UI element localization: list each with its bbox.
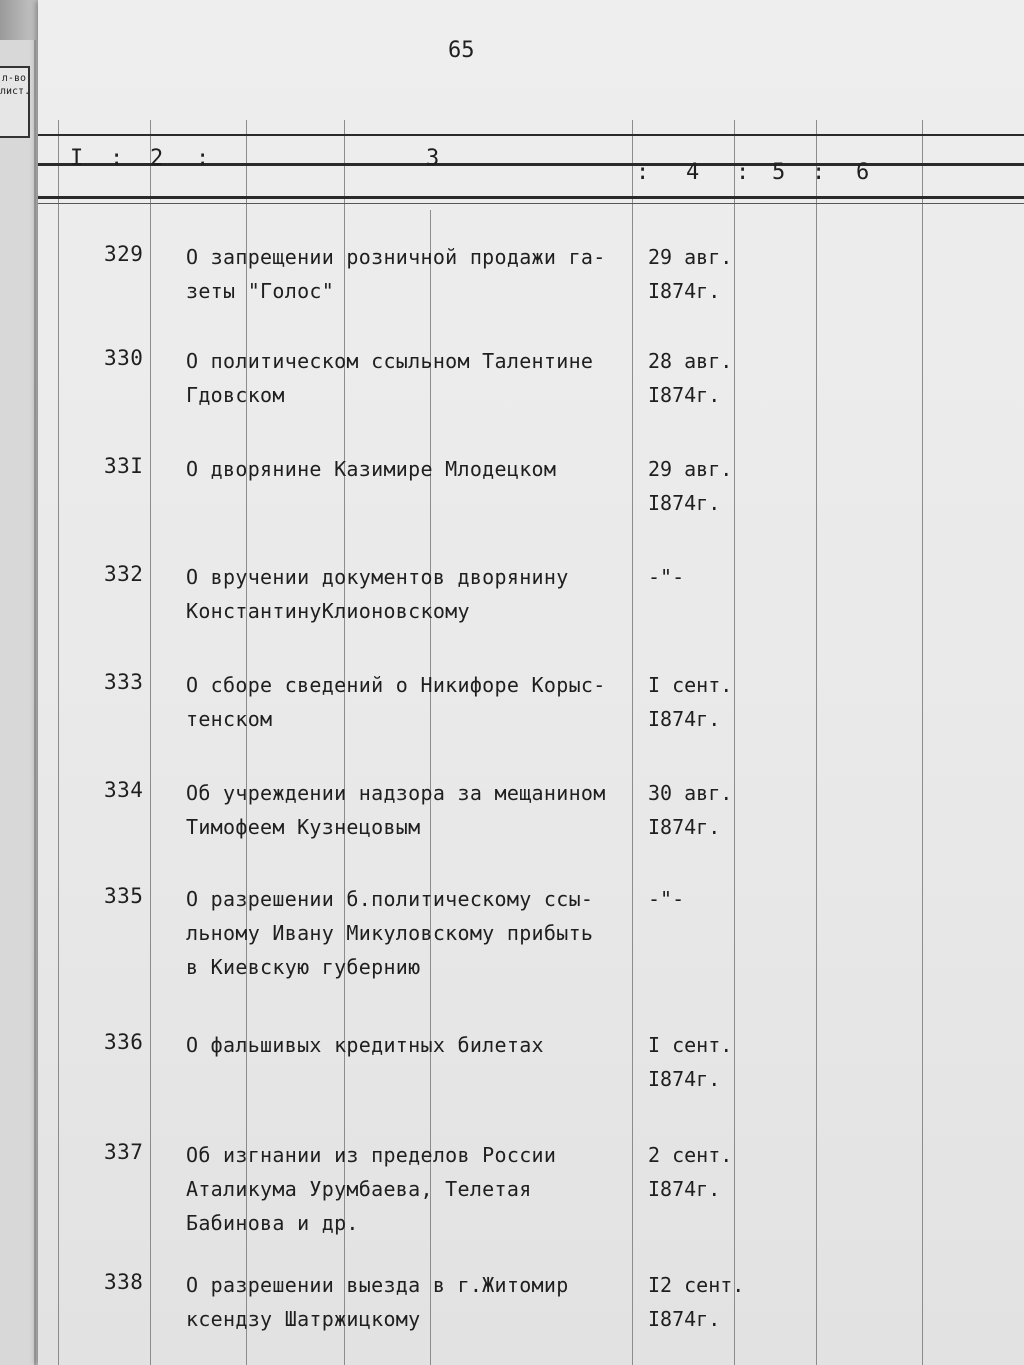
header-rule-middle (38, 163, 1024, 166)
header-separator: : (736, 160, 750, 185)
header-separator: : (196, 146, 210, 171)
entry-title: О сборе сведений о Никифоре Корыс- тенском (186, 673, 606, 731)
entry-title: Об учреждении надзора за мещанином Тимофеем Кузнецовым (186, 781, 606, 839)
page-number: 65 (448, 38, 475, 63)
margin-stamp (0, 66, 30, 138)
header-separator: : (812, 160, 826, 185)
header-separator: : (636, 160, 650, 185)
entry-date: I2 сент. I874г. (648, 1273, 745, 1331)
entry-title: О политическом ссыльном Талентине Гдовском (186, 349, 594, 407)
entry-number: 336 (104, 1030, 144, 1054)
column-rule (150, 120, 151, 1365)
entry-title: О запрещении розничной продажи га- зеты "Голос" (186, 245, 606, 303)
entry-number: 338 (104, 1270, 144, 1294)
entry-number: 337 (104, 1140, 144, 1164)
entry-number: 33I (104, 454, 144, 478)
header-col-1: I (70, 146, 84, 171)
entry-date: 28 авг. I874г. (648, 349, 733, 407)
margin-stamp-line-1: л-во (1, 73, 26, 84)
column-rule (58, 120, 59, 1365)
entry-title: Об изгнании из пределов России Аталикума Урумбаева, Телетая Бабинова и др. (186, 1143, 557, 1235)
entry-date: -"- (648, 565, 685, 589)
entry-number: 332 (104, 562, 144, 586)
entry-title: О разрешении б.политическому ссы- льному Ивану Микуловскому прибыть в Киевскую губернию (186, 887, 594, 979)
column-rule (816, 120, 817, 1365)
entry-date: I сент. I874г. (648, 1033, 733, 1091)
entry-number: 333 (104, 670, 144, 694)
entry-date: -"- (648, 887, 685, 911)
header-col-6: 6 (856, 160, 870, 185)
entry-date: I сент. I874г. (648, 673, 733, 731)
entry-title: О дворянине Казимире Млодецком (186, 457, 557, 481)
entry-date: 29 авг. I874г. (648, 457, 733, 515)
header-separator: : (110, 146, 124, 171)
header-rule-bottom (38, 196, 1024, 199)
header-col-2: 2 (150, 146, 164, 171)
entry-number: 329 (104, 242, 144, 266)
entry-title: О фальшивых кредитных билетах (186, 1033, 544, 1057)
header-col-3: 3 (426, 146, 440, 171)
entry-number: 334 (104, 778, 144, 802)
entry-title: О вручении документов дворянину КонстантинуКлионовскому (186, 565, 569, 623)
entry-number: 335 (104, 884, 144, 908)
header-col-4: 4 (686, 160, 700, 185)
entry-title: О разрешении выезда в г.Житомир ксендзу Шатржицкому (186, 1273, 569, 1331)
column-rule (922, 120, 923, 1365)
entry-date: 29 авг. I874г. (648, 245, 733, 303)
header-col-5: 5 (772, 160, 786, 185)
underlying-page (0, 40, 36, 1365)
header-rule-top (38, 134, 1024, 136)
document-page (38, 0, 1024, 1365)
margin-stamp-line-2: лист. (0, 86, 31, 97)
entry-date: 2 сент. I874г. (648, 1143, 733, 1201)
entry-date: 30 авг. I874г. (648, 781, 733, 839)
entry-number: 330 (104, 346, 144, 370)
header-rule-bottom-thin (38, 203, 1024, 204)
